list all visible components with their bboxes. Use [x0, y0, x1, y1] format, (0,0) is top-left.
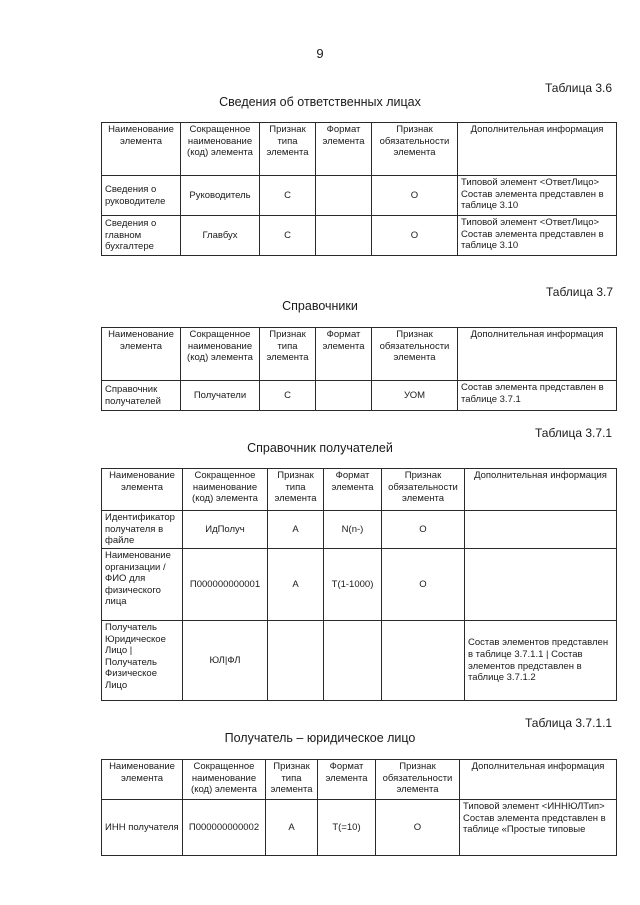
- cell: О: [382, 549, 465, 621]
- header-required: Признак обязательности элемента: [372, 328, 458, 381]
- table-3-7-1-title: Справочник получателей: [247, 441, 393, 455]
- cell: Типовой элемент <ИННЮЛТип> Состав элемента представлен в таблице «Простые типовые: [460, 800, 617, 856]
- table-row: [102, 549, 617, 621]
- table-row: [102, 511, 617, 549]
- cell: А: [266, 800, 318, 856]
- header-type: Признак типа элемента: [266, 760, 318, 800]
- cell: С: [260, 216, 316, 256]
- cell: Получатели: [181, 381, 260, 411]
- page-number: 9: [316, 46, 324, 61]
- cell: О: [376, 800, 460, 856]
- cell: Руководитель: [181, 176, 260, 216]
- header-code: Сокращенное наименование (код) элемента: [181, 328, 260, 381]
- cell: УОМ: [372, 381, 458, 411]
- cell: А: [268, 511, 324, 549]
- cell: Типовой элемент <ОтветЛицо> Состав элемента представлен в таблице 3.10: [458, 216, 617, 256]
- cell: Идентификатор получателя в файле: [102, 511, 183, 549]
- cell: Справочник получателей: [102, 381, 181, 411]
- header-required: Признак обязательности элемента: [382, 469, 465, 511]
- cell: [316, 216, 372, 256]
- table-row: [102, 216, 617, 256]
- cell: [465, 549, 617, 621]
- header-type: Признак типа элемента: [260, 328, 316, 381]
- cell: [268, 621, 324, 701]
- header-code: Сокращенное наименование (код) элемента: [183, 760, 266, 800]
- header-format: Формат элемента: [316, 123, 372, 176]
- cell: Сведения о главном бухгалтере: [102, 216, 181, 256]
- table-row: [102, 800, 617, 856]
- cell: Сведения о руководителе: [102, 176, 181, 216]
- cell: Состав элемента представлен в таблице 3.7.1: [458, 381, 617, 411]
- table-3-7-1-1: [101, 759, 617, 856]
- table-3-7-1-label: Таблица 3.7.1: [535, 426, 613, 440]
- table-3-7-1-1-title: Получатель – юридическое лицо: [224, 731, 416, 745]
- cell: Получатель Юридическое Лицо | Получатель Физическое Лицо: [102, 621, 183, 701]
- cell: А: [268, 549, 324, 621]
- cell: Типовой элемент <ОтветЛицо> Состав элемента представлен в таблице 3.10: [458, 176, 617, 216]
- table-row: [102, 381, 617, 411]
- header-name: Наименование элемента: [102, 469, 183, 511]
- table-3-7: [101, 327, 617, 411]
- cell: С: [260, 176, 316, 216]
- table-header-row: [102, 328, 617, 381]
- header-info: Дополнительная информация: [460, 760, 617, 800]
- cell: [324, 621, 382, 701]
- table-3-7-1-1-label: Таблица 3.7.1.1: [525, 716, 613, 730]
- header-code: Сокращенное наименование (код) элемента: [183, 469, 268, 511]
- table-3-7-1: [101, 468, 617, 701]
- header-type: Признак типа элемента: [268, 469, 324, 511]
- cell: ЮЛ|ФЛ: [183, 621, 268, 701]
- header-type: Признак типа элемента: [260, 123, 316, 176]
- cell: Состав элементов представлен в таблице 3.7.1.1 | Состав элементов представлен в таблице 3.7.1.2: [465, 621, 617, 701]
- header-name: Наименование элемента: [102, 760, 183, 800]
- cell: N(n-): [324, 511, 382, 549]
- header-required: Признак обязательности элемента: [376, 760, 460, 800]
- cell: О: [372, 216, 458, 256]
- cell: Главбух: [181, 216, 260, 256]
- cell: [382, 621, 465, 701]
- header-required: Признак обязательности элемента: [372, 123, 458, 176]
- cell: Т(1-1000): [324, 549, 382, 621]
- table-3-7-label: Таблица 3.7: [546, 285, 614, 299]
- table-3-7-title: Справочники: [282, 299, 358, 313]
- table-row: [102, 176, 617, 216]
- table-3-6-title: Сведения об ответственных лицах: [219, 95, 421, 109]
- cell: С: [260, 381, 316, 411]
- header-code: Сокращенное наименование (код) элемента: [181, 123, 260, 176]
- table-header-row: [102, 760, 617, 800]
- header-info: Дополнительная информация: [458, 328, 617, 381]
- cell: О: [372, 176, 458, 216]
- cell: П000000000001: [183, 549, 268, 621]
- header-format: Формат элемента: [318, 760, 376, 800]
- header-name: Наименование элемента: [102, 123, 181, 176]
- table-header-row: [102, 469, 617, 511]
- header-format: Формат элемента: [324, 469, 382, 511]
- cell: [316, 381, 372, 411]
- table-3-6-label: Таблица 3.6: [545, 81, 613, 95]
- cell: ИдПолуч: [183, 511, 268, 549]
- table-row: [102, 621, 617, 701]
- cell: [316, 176, 372, 216]
- cell: Т(=10): [318, 800, 376, 856]
- header-name: Наименование элемента: [102, 328, 181, 381]
- header-format: Формат элемента: [316, 328, 372, 381]
- cell: П000000000002: [183, 800, 266, 856]
- header-info: Дополнительная информация: [465, 469, 617, 511]
- cell: О: [382, 511, 465, 549]
- table-header-row: [102, 123, 617, 176]
- cell: ИНН получателя: [102, 800, 183, 856]
- table-3-6: [101, 122, 617, 256]
- cell: [465, 511, 617, 549]
- cell: Наименование организации / ФИО для физического лица: [102, 549, 183, 621]
- header-info: Дополнительная информация: [458, 123, 617, 176]
